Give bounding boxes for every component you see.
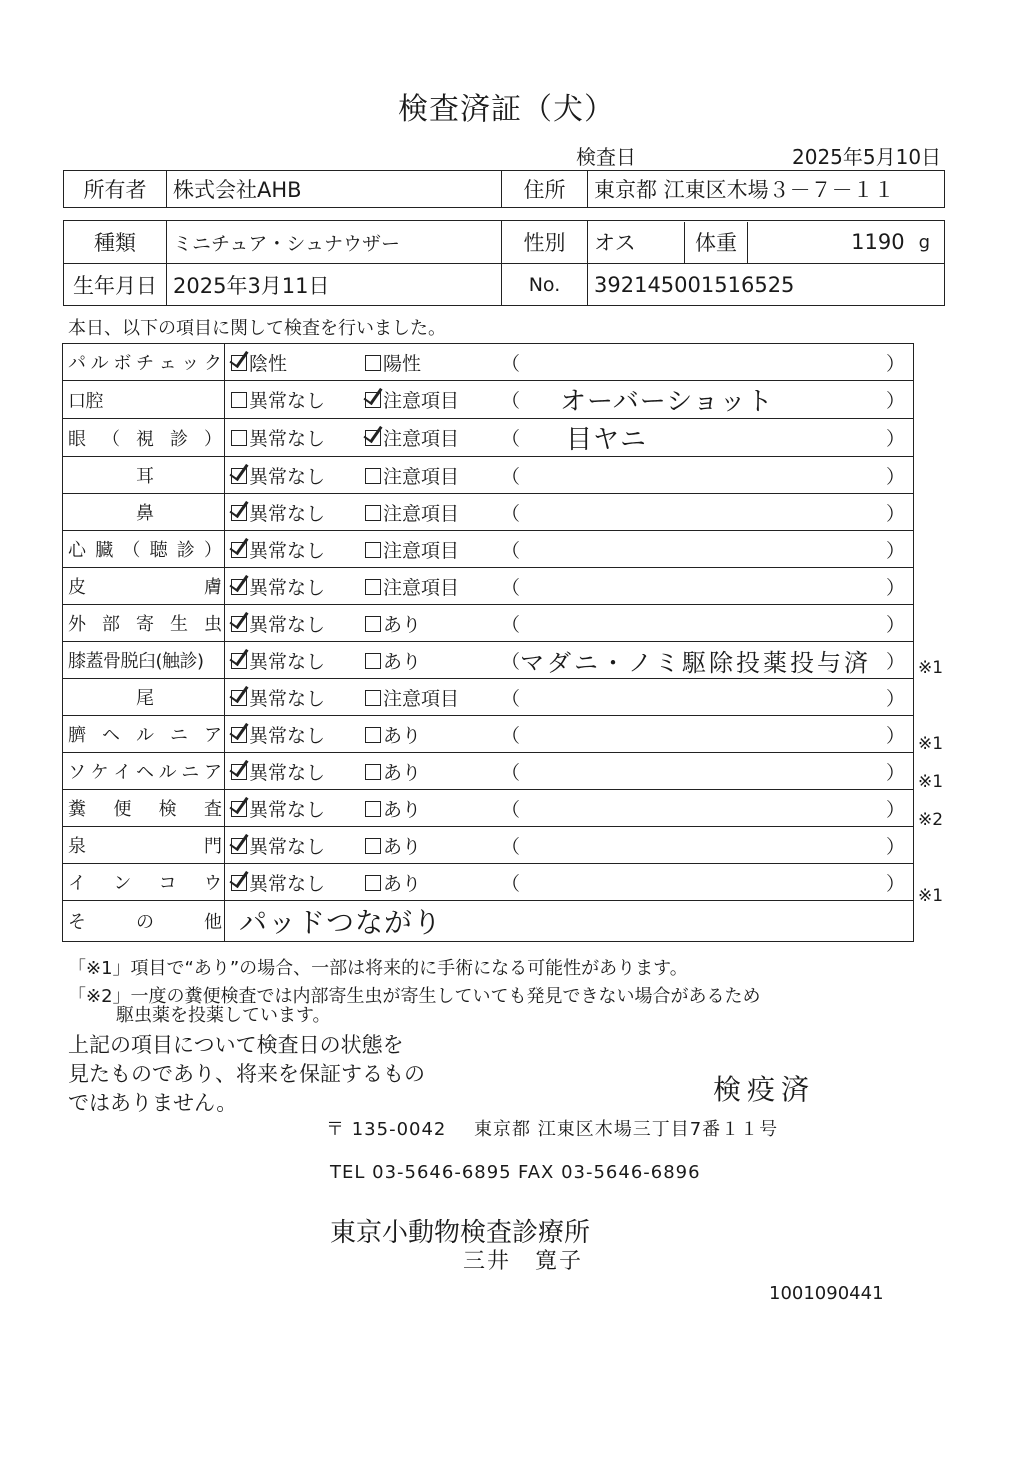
open-paren: （ <box>501 428 521 450</box>
birthdate-label: 生年月日 <box>64 264 167 306</box>
footnote-mark: ※2 <box>918 810 944 830</box>
open-paren: （ <box>501 390 521 412</box>
option-label: 注意項目 <box>383 428 460 450</box>
option-label: 注意項目 <box>383 390 460 412</box>
footnote-2-line2: 駆虫薬を投薬しています。 <box>116 1005 331 1026</box>
inspection-note: 目ヤニ <box>566 425 648 455</box>
clinic-tel: TEL 03-5646-6895 <box>330 1162 512 1183</box>
inspection-item-char: ケ <box>90 762 109 783</box>
inspection-item-char: ッ <box>181 353 200 374</box>
owner-table <box>63 170 945 208</box>
option-abnormal[interactable] <box>365 424 501 451</box>
inspection-item-char: ア <box>204 725 222 746</box>
inspection-item-label: 口腔 <box>68 390 103 412</box>
inspection-item-char: 虫 <box>204 614 222 635</box>
inspection-item-char: の <box>136 912 154 933</box>
checkbox[interactable] <box>365 430 381 446</box>
option-label: 異常なし <box>249 613 326 636</box>
option-label: 異常なし <box>249 428 326 450</box>
option-label: 陽性 <box>383 352 422 375</box>
checkbox[interactable] <box>365 764 381 780</box>
checkbox[interactable] <box>365 875 381 891</box>
inspection-row-other <box>63 901 914 942</box>
option-abnormal[interactable] <box>365 869 501 896</box>
address-value: 東京都 江東区木場３－７－１１ <box>588 171 945 208</box>
option-normal[interactable] <box>225 573 365 600</box>
document-number: 1001090441 <box>769 1283 884 1304</box>
sex-value: オス <box>588 222 685 263</box>
close-paren: ） <box>885 352 905 375</box>
close-paren: ） <box>885 465 905 488</box>
close-paren: ） <box>885 428 905 450</box>
inspection-item-char: （ <box>102 428 120 450</box>
close-paren: ） <box>885 650 905 673</box>
open-paren: （ <box>501 798 521 821</box>
inspection-item-label <box>63 795 224 821</box>
sex-label: 性別 <box>502 221 588 264</box>
open-paren: （ <box>501 576 521 599</box>
page-title: 検査済証（犬） <box>398 92 615 127</box>
inspection-item-char: 泉 <box>68 836 86 857</box>
open-paren: （ <box>501 724 521 747</box>
close-paren: ） <box>885 390 905 412</box>
option-abnormal[interactable] <box>365 536 501 563</box>
inspection-item-char: イ <box>113 762 132 783</box>
option-normal[interactable] <box>225 462 365 489</box>
inspection-item-label <box>63 425 224 451</box>
id-number-value: 392145001516525 <box>588 264 945 306</box>
inspection-item-label <box>63 908 224 934</box>
option-label: 異常なし <box>249 872 326 895</box>
option-label: 注意項目 <box>383 687 460 710</box>
footnote-2-line1: 「※2」一度の糞便検査では内部寄生虫が寄生していても発見できない場合があるため <box>68 986 761 1007</box>
clinic-address: 東京都 江東区木場三丁目7番１１号 <box>474 1119 779 1140</box>
checkbox[interactable] <box>231 468 247 484</box>
close-paren: ） <box>885 872 905 895</box>
inspection-item-char: ル <box>158 762 177 783</box>
checkbox[interactable] <box>365 392 381 408</box>
option-label: あり <box>383 724 422 747</box>
inspection-item-char: 皮 <box>68 577 86 598</box>
inspection-row <box>63 419 914 457</box>
disclaimer-line: ではありません。 <box>68 1091 238 1115</box>
weight-label: 体重 <box>685 222 748 263</box>
owner-value: 株式会社AHB <box>167 171 502 208</box>
disclaimer-line: 上記の項目について検査日の状態を <box>68 1033 404 1057</box>
clinic-name: 東京小動物検査診療所 <box>330 1218 591 1248</box>
inspection-item-char: ェ <box>158 353 177 374</box>
inspection-item-char: 臓 <box>95 540 114 561</box>
checkbox[interactable] <box>231 542 247 558</box>
option-label: 異常なし <box>249 835 326 858</box>
inspection-item-label <box>63 869 224 895</box>
open-paren: （ <box>501 613 521 636</box>
option-normal[interactable] <box>225 424 365 451</box>
close-paren: ） <box>885 539 905 562</box>
option-label: 異常なし <box>249 687 326 710</box>
close-paren: ） <box>885 613 905 636</box>
option-normal[interactable] <box>225 721 365 748</box>
inspection-item-char: （ <box>122 540 141 561</box>
close-paren: ） <box>885 576 905 599</box>
option-normal[interactable] <box>225 349 365 376</box>
option-label: 異常なし <box>249 724 326 747</box>
inspection-item-label: 鼻 <box>136 503 154 524</box>
option-label: 異常なし <box>249 390 326 412</box>
option-label: あり <box>383 650 422 673</box>
inspection-row <box>63 716 914 753</box>
checkbox[interactable] <box>365 468 381 484</box>
option-abnormal[interactable] <box>365 647 501 674</box>
option-label: 異常なし <box>249 502 326 525</box>
close-paren: ） <box>885 798 905 821</box>
inspection-item-label <box>63 721 224 747</box>
inspection-item-label <box>63 610 224 636</box>
option-abnormal[interactable] <box>365 349 501 376</box>
inspection-table <box>62 343 914 942</box>
inspection-item-char: イ <box>68 873 86 894</box>
inspection-item-char: 部 <box>102 614 120 635</box>
inspection-item-char: ウ <box>203 873 222 894</box>
checkbox[interactable] <box>365 579 381 595</box>
checkbox[interactable] <box>231 801 247 817</box>
inspection-item-char: 寄 <box>136 614 154 635</box>
checkbox[interactable] <box>365 616 381 632</box>
footnote-mark: ※1 <box>918 772 944 792</box>
option-label: 異常なし <box>249 761 326 784</box>
option-label: あり <box>383 872 422 895</box>
clinic-fax: FAX 03-5646-6896 <box>518 1162 701 1183</box>
option-abnormal[interactable] <box>365 386 501 413</box>
option-abnormal[interactable] <box>365 721 501 748</box>
inspection-row <box>63 679 914 716</box>
option-normal[interactable] <box>225 610 365 637</box>
inspection-item-char: 査 <box>203 799 222 820</box>
option-label: 注意項目 <box>383 576 460 599</box>
birthdate-value: 2025年3月11日 <box>167 264 502 306</box>
inspection-item-char: ニ <box>181 762 200 783</box>
inspection-note: オーバーショット <box>560 387 774 417</box>
id-number-label: No. <box>502 264 588 306</box>
footnote-mark: ※1 <box>918 734 944 754</box>
option-label: 異常なし <box>249 798 326 821</box>
option-abnormal[interactable] <box>365 758 501 785</box>
inspection-row <box>63 531 914 568</box>
inspection-row <box>63 642 914 679</box>
option-normal[interactable] <box>225 795 365 822</box>
option-label: 注意項目 <box>383 539 460 562</box>
footnote-mark: ※1 <box>918 886 944 906</box>
option-label: あり <box>383 798 422 821</box>
inspection-item-char: コ <box>158 873 177 894</box>
checkbox[interactable] <box>231 392 247 408</box>
inspection-item-label: 耳 <box>136 466 154 487</box>
open-paren: （ <box>501 835 521 858</box>
animal-table <box>63 220 945 306</box>
option-label: 注意項目 <box>383 465 460 488</box>
open-paren: （ <box>501 539 521 562</box>
inspection-item-label <box>63 832 224 858</box>
quarantine-stamp: 検疫済 <box>713 1073 816 1106</box>
inspection-item-char: 糞 <box>68 799 86 820</box>
checkbox[interactable] <box>231 355 247 371</box>
close-paren: ） <box>885 761 905 784</box>
checkbox[interactable] <box>231 579 247 595</box>
checkbox[interactable] <box>231 727 247 743</box>
option-label: 注意項目 <box>383 502 460 525</box>
checkbox[interactable] <box>231 505 247 521</box>
inspection-item-char: ク <box>203 353 222 374</box>
inspection-item-char: 他 <box>204 912 222 933</box>
close-paren: ） <box>885 502 905 525</box>
inspection-item-char: ボ <box>113 353 132 374</box>
inspection-item-char: ニ <box>170 725 188 746</box>
checkbox[interactable] <box>365 505 381 521</box>
inspection-item-char: 外 <box>68 614 86 635</box>
inspection-item-label <box>63 758 224 784</box>
postal-code: 〒 135-0042 <box>326 1119 447 1140</box>
option-normal[interactable] <box>225 386 365 413</box>
option-label: 陰性 <box>249 352 288 375</box>
option-label: あり <box>383 835 422 858</box>
breed-value: ミニチュア・シュナウザー <box>167 221 502 264</box>
inspection-item-char: 便 <box>113 799 132 820</box>
open-paren: （ <box>501 650 521 673</box>
open-paren: （ <box>501 761 521 784</box>
checkbox[interactable] <box>231 838 247 854</box>
checkbox[interactable] <box>231 430 247 446</box>
inspection-row <box>63 381 914 419</box>
checkbox[interactable] <box>365 727 381 743</box>
checkbox[interactable] <box>365 355 381 371</box>
inspection-item-char: ） <box>203 540 222 561</box>
weight-value: 1190 <box>851 230 905 254</box>
option-normal[interactable] <box>225 869 365 896</box>
option-abnormal[interactable] <box>365 462 501 489</box>
inspection-row <box>63 790 914 827</box>
director-name: 三井 寛子 <box>463 1249 584 1274</box>
inspection-item-char: 心 <box>68 540 86 561</box>
inspection-row <box>63 344 914 381</box>
inspection-row <box>63 605 914 642</box>
option-abnormal[interactable] <box>365 573 501 600</box>
open-paren: （ <box>501 502 521 525</box>
inspection-item-char: ヘ <box>102 725 120 746</box>
breed-label: 種類 <box>64 221 167 264</box>
option-normal[interactable] <box>225 499 365 526</box>
inspection-item-char: 眼 <box>68 428 86 450</box>
open-paren: （ <box>501 872 521 895</box>
inspection-item-char: パ <box>68 353 86 374</box>
inspection-item-char: ソ <box>68 762 86 783</box>
checkbox[interactable] <box>231 764 247 780</box>
checkbox[interactable] <box>365 690 381 706</box>
open-paren: （ <box>501 687 521 710</box>
option-abnormal[interactable] <box>365 499 501 526</box>
inspection-item-char: ヘ <box>135 762 154 783</box>
option-normal[interactable] <box>225 684 365 711</box>
inspection-item-char: ン <box>113 873 132 894</box>
close-paren: ） <box>885 687 905 710</box>
address-label: 住所 <box>502 171 588 208</box>
inspection-item-label: 膝蓋骨脱臼(触診) <box>68 651 204 672</box>
inspection-item-char: ル <box>90 353 109 374</box>
inspection-item-char: 臍 <box>68 725 86 746</box>
option-abnormal[interactable] <box>365 795 501 822</box>
inspection-date-label: 検査日 <box>576 145 636 169</box>
inspection-item-label <box>63 349 224 375</box>
inspection-item-char: 検 <box>158 799 177 820</box>
inspection-row <box>63 827 914 864</box>
checkbox[interactable] <box>231 616 247 632</box>
option-normal[interactable] <box>225 647 365 674</box>
checkbox[interactable] <box>365 653 381 669</box>
inspection-item-char: 膚 <box>204 577 222 598</box>
weight-unit: g <box>918 231 930 253</box>
inspection-item-char: チ <box>135 353 154 374</box>
inspection-item-char: 診 <box>176 540 195 561</box>
owner-label: 所有者 <box>64 171 167 208</box>
inspection-date-value: 2025年5月10日 <box>792 145 942 169</box>
inspection-item-char: 視 <box>136 428 154 450</box>
inspection-item-char: 聴 <box>149 540 168 561</box>
checkbox[interactable] <box>365 542 381 558</box>
option-label: 異常なし <box>249 576 326 599</box>
inspection-row <box>63 753 914 790</box>
intro-text: 本日、以下の項目に関して検査を行いました。 <box>68 318 446 339</box>
option-normal[interactable] <box>225 536 365 563</box>
footnote-1: 「※1」項目で“あり”の場合、一部は将来的に手術になる可能性があります。 <box>68 958 688 979</box>
option-label: 異常なし <box>249 539 326 562</box>
inspection-item-label <box>63 536 224 562</box>
checkbox[interactable] <box>231 875 247 891</box>
open-paren: （ <box>501 352 521 375</box>
checkbox[interactable] <box>231 690 247 706</box>
footnote-mark: ※1 <box>918 658 944 678</box>
inspection-item-char: ） <box>204 428 222 450</box>
inspection-row <box>63 457 914 494</box>
inspection-item-char: ル <box>136 725 154 746</box>
option-label: 異常なし <box>249 650 326 673</box>
option-normal[interactable] <box>225 832 365 859</box>
inspection-row <box>63 494 914 531</box>
inspection-item-char: 門 <box>204 836 222 857</box>
inspection-item-char: ア <box>203 762 222 783</box>
close-paren: ） <box>885 835 905 858</box>
option-label: あり <box>383 613 422 636</box>
checkbox[interactable] <box>365 838 381 854</box>
option-abnormal[interactable] <box>365 684 501 711</box>
disclaimer-line: 見たものであり、将来を保証するもの <box>68 1062 425 1086</box>
inspection-row <box>63 568 914 605</box>
close-paren: ） <box>885 724 905 747</box>
option-abnormal[interactable] <box>365 610 501 637</box>
option-label: 異常なし <box>249 465 326 488</box>
inspection-item-char: 診 <box>170 428 188 450</box>
inspection-item-label: 尾 <box>136 688 154 709</box>
other-note: パッドつながり <box>239 906 443 939</box>
inspection-item-char: そ <box>68 912 86 933</box>
open-paren: （ <box>501 465 521 488</box>
option-abnormal[interactable] <box>365 832 501 859</box>
checkbox[interactable] <box>365 801 381 817</box>
checkbox[interactable] <box>231 653 247 669</box>
option-normal[interactable] <box>225 758 365 785</box>
inspection-item-label <box>63 573 224 599</box>
disclaimer <box>68 1031 448 1118</box>
inspection-note: マダニ・ノミ駆除投薬投与済 <box>520 648 872 677</box>
inspection-item-char: 生 <box>170 614 188 635</box>
inspection-row <box>63 864 914 901</box>
option-label: あり <box>383 761 422 784</box>
